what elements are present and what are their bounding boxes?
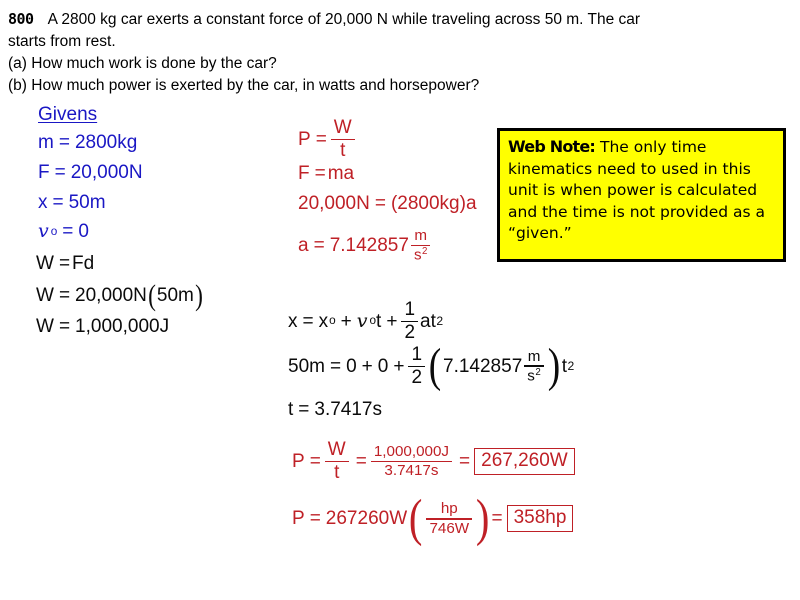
kinematics-at-term: at (420, 310, 436, 332)
kinematics-sub-half-numerator: 1 (411, 344, 423, 365)
power-watts-denominator-2: 3.7417s (384, 462, 439, 480)
given-mass-value: 2800kg (74, 132, 138, 153)
given-force-value: 20,000N (70, 162, 143, 183)
power-hp-value: 267260W (325, 508, 408, 530)
power-setup-numerator: W (333, 117, 352, 138)
power-watts-fraction-1 (325, 440, 349, 483)
unit-exponent: 2 (422, 246, 428, 258)
power-setup-lhs: P (298, 128, 311, 150)
newton-substitution-force: 20,000N (298, 193, 370, 214)
work-substitution-equals: = (58, 285, 71, 307)
kinematics-equals: = (302, 310, 314, 332)
newton-formula (298, 164, 354, 183)
power-watts-fraction-2 (371, 444, 452, 479)
given-velocity-subscript: o (50, 224, 58, 238)
power-hp-equals-2: = (491, 508, 503, 530)
acceleration-equals: = (313, 235, 325, 257)
work-result (36, 317, 169, 336)
given-initial-velocity (38, 222, 89, 241)
kinematics-half-fraction (401, 300, 418, 343)
power-hp-conversion-numerator: hp (440, 500, 458, 518)
kinematics-x0: x (318, 310, 329, 332)
given-force (38, 163, 143, 182)
kinematics-sub-time-exponent: 2 (567, 359, 575, 374)
newton-formula-rhs: ma (327, 163, 355, 184)
problem-statement-line-2: starts from rest. (8, 33, 116, 50)
power-watts-equals-1: = (309, 450, 321, 472)
power-horsepower-equation (292, 490, 573, 547)
kinematics-half-denominator: 2 (404, 322, 416, 344)
power-hp-lhs: P (292, 508, 305, 530)
given-mass-symbol: m (38, 132, 54, 153)
paren-close: ) (547, 339, 560, 393)
kinematics-sub-equals: = (329, 355, 342, 377)
answer-box-watts: 267,260W (474, 448, 575, 475)
work-formula (36, 254, 94, 273)
work-substitution (36, 279, 204, 312)
kinematics-substitution (288, 339, 575, 393)
paren-open: ( (390, 193, 398, 214)
given-velocity-equals: = (62, 221, 74, 242)
given-distance-equals: = (52, 192, 64, 213)
paren-open: ( (147, 279, 156, 312)
answer-box-horsepower: 358hp (507, 505, 574, 532)
work-formula-equals: = (58, 253, 71, 274)
unit-base: s (413, 246, 422, 264)
power-watts-equation (292, 440, 575, 483)
given-mass-equals: = (58, 132, 70, 153)
work-formula-lhs: W (36, 253, 54, 274)
acceleration-lhs: a (298, 235, 309, 257)
kinematics-sub-unit-fraction (524, 349, 544, 384)
given-distance-value: 50m (68, 192, 106, 213)
web-note-callout (497, 128, 786, 262)
problem-part-b: (b) How much power is exerted by the car, in watts and horsepower? (8, 77, 480, 94)
kinematics-x0-subscript: o (329, 314, 336, 328)
problem-part-a: (a) How much work is done by the car? (8, 55, 277, 72)
acceleration-unit-fraction (411, 228, 431, 263)
kinematics-lhs: x (288, 310, 298, 332)
paren-close: ) (194, 279, 203, 312)
given-mass (38, 133, 137, 152)
work-formula-rhs: Fd (72, 253, 95, 274)
newton-formula-equals: = (314, 163, 326, 184)
given-distance-symbol: x (38, 192, 48, 213)
paren-open: ( (428, 339, 442, 393)
newton-substitution (298, 194, 477, 213)
kinematics-sub-accel: 7.142857 (443, 355, 523, 377)
acceleration-unit-numerator: m (414, 227, 428, 244)
kinematics-time: t (376, 310, 382, 332)
problem-statement-line-1: A 2800 kg car exerts a constant force of 20,000 N while traveling across 50 m. The car (47, 11, 641, 28)
paren-close: ) (459, 193, 466, 214)
problem-statement (8, 8, 792, 97)
given-force-symbol: F (38, 162, 50, 183)
kinematics-t-exponent: 2 (436, 314, 444, 329)
given-force-equals: = (54, 162, 66, 183)
unit-exponent: 2 (535, 366, 541, 378)
power-setup-denominator: t (340, 140, 346, 162)
kinematics-sub-time: t (561, 355, 568, 377)
web-note-text: The only time kinematics need to used in this unit is when power is calculated and the time is not provided as a “given.” (508, 138, 765, 242)
kinematics-sub-half-denominator: 2 (411, 367, 423, 389)
newton-substitution-mass: 2800kg (397, 193, 460, 214)
kinematics-sub-plus-1: + (361, 355, 373, 377)
time-result-value: 3.7417s (314, 399, 383, 420)
given-velocity-symbol: v (38, 220, 49, 242)
work-result-value: 1,000,000J (75, 316, 170, 337)
power-watts-lhs: P (292, 450, 305, 472)
givens-heading: Givens (38, 104, 98, 125)
acceleration-result (298, 228, 432, 263)
kinematics-plus-1: + (340, 310, 352, 332)
web-note-label: Web Note: (508, 137, 596, 156)
kinematics-half-numerator: 1 (404, 299, 416, 320)
work-substitution-lhs: W (36, 285, 54, 307)
unit-base: s (527, 367, 535, 385)
power-setup-fraction (331, 118, 355, 161)
paren-open: ( (409, 490, 423, 547)
power-setup-equation (298, 118, 357, 161)
power-watts-numerator-2: 1,000,000J (373, 442, 450, 460)
given-distance (38, 193, 106, 212)
power-setup-equals: = (315, 128, 327, 150)
problem-number: 800 (8, 10, 34, 28)
paren-close: ) (476, 490, 490, 547)
power-watts-denominator-1: t (334, 462, 340, 484)
kinematics-sub-half-fraction (408, 345, 425, 388)
time-result-lhs: t (288, 399, 294, 420)
kinematics-sub-unit-numerator: m (527, 347, 541, 365)
work-substitution-force: 20,000N (75, 285, 147, 307)
work-result-equals: = (58, 316, 71, 337)
newton-formula-lhs: F (298, 163, 310, 184)
kinematics-sub-lhs: 50m (288, 355, 325, 377)
power-hp-equals-1: = (309, 508, 321, 530)
time-result (288, 400, 382, 419)
power-watts-numerator-1: W (327, 439, 346, 460)
kinematics-formula (288, 300, 443, 343)
newton-substitution-equals: = (374, 193, 386, 214)
kinematics-v0: v (356, 309, 368, 332)
kinematics-sub-term-2: 0 (377, 355, 389, 377)
work-substitution-distance: 50m (156, 285, 194, 307)
kinematics-plus-2: + (386, 310, 398, 332)
newton-substitution-accel: a (465, 193, 477, 214)
work-result-lhs: W (36, 316, 54, 337)
kinematics-sub-unit-denominator (524, 367, 544, 384)
kinematics-v0-subscript: o (369, 314, 377, 328)
acceleration-value: 7.142857 (329, 235, 409, 257)
power-watts-equals-3: = (459, 450, 471, 472)
kinematics-sub-plus-2: + (393, 355, 405, 377)
kinematics-sub-term-1: 0 (346, 355, 357, 377)
given-velocity-value: 0 (78, 221, 89, 242)
power-watts-equals-2: = (355, 450, 367, 472)
acceleration-unit-denominator (411, 246, 431, 263)
power-hp-conversion-denominator: 746W (429, 519, 470, 537)
time-result-equals: = (298, 399, 310, 420)
power-hp-conversion-fraction (426, 501, 472, 536)
